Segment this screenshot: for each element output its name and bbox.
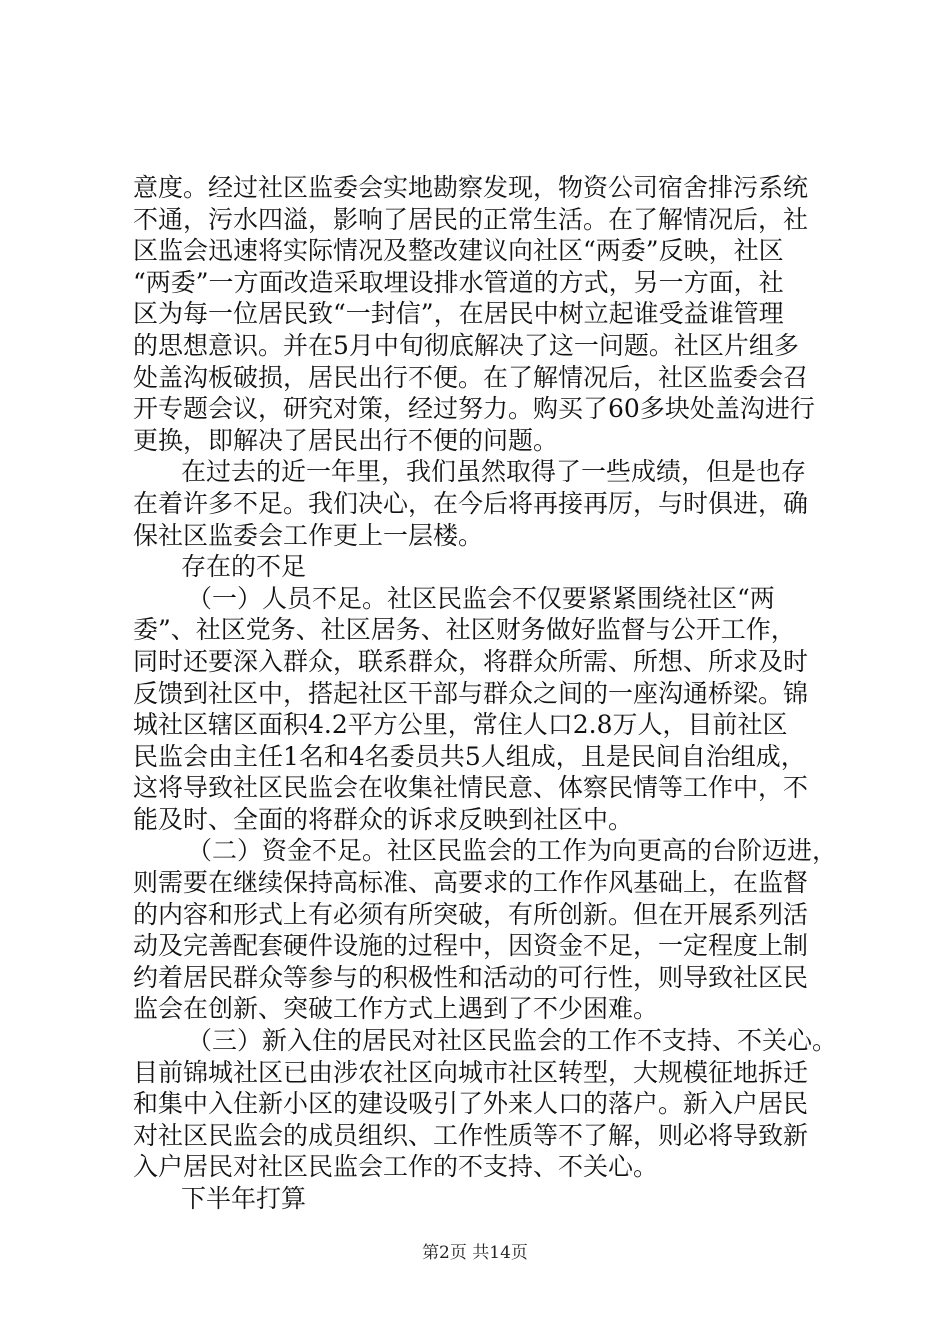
text-line: 反馈到社区中，搭起社区干部与群众之间的一座沟通桥梁。锦 [133, 678, 809, 708]
text-line: 能及时、全面的将群众的诉求反映到社区中。 [133, 804, 634, 834]
text-line: 同时还要深入群众，联系群众，将群众所需、所想、所求及时 [133, 646, 809, 676]
text-line: 区为每一位居民致“一封信”，在居民中树立起谁受益谁管理 [133, 299, 784, 329]
text-line: 开专题会议，研究对策，经过努力。购买了60多块处盖沟进行 [133, 394, 815, 424]
text-line: 不通，污水四溢，影响了居民的正常生活。在了解情况后，社 [133, 204, 809, 234]
text-line: 存在的不足 [181, 552, 307, 582]
text-line: 区监会迅速将实际情况及整改建议向社区“两委”反映，社区 [133, 236, 784, 266]
text-line: 在过去的近一年里，我们虽然取得了一些成绩，但是也存 [181, 457, 807, 487]
text-line: 的思想意识。并在5月中旬彻底解决了这一问题。社区片组多 [133, 330, 799, 360]
text-line: “两委”一方面改造采取埋设排水管道的方式，另一方面，社 [133, 267, 784, 297]
text-line: 动及完善配套硬件设施的过程中，因资金不足，一定程度上制 [133, 931, 809, 961]
text-line: 城社区辖区面积4.2平方公里，常住人口2.8万人，目前社区 [133, 710, 788, 740]
text-line: 这将导致社区民监会在收集社情民意、体察民情等工作中，不 [133, 773, 809, 803]
text-line: 的内容和形式上有必须有所突破，有所创新。但在开展系列活 [133, 899, 809, 929]
text-line: （三）新入住的居民对社区民监会的工作不支持、不关心。 [187, 1026, 838, 1056]
text-line: （二）资金不足。社区民监会的工作为向更高的台阶迈进， [187, 836, 838, 866]
text-line: （一）人员不足。社区民监会不仅要紧紧围绕社区“两 [187, 583, 775, 613]
text-line: 下半年打算 [181, 1184, 307, 1213]
text-line: 处盖沟板破损，居民出行不便。在了解情况后，社区监委会召 [133, 362, 809, 392]
text-line: 在着许多不足。我们决心，在今后将再接再厉，与时俱进，确 [133, 488, 809, 518]
text-line: 则需要在继续保持高标准、高要求的工作作风基础上，在监督 [133, 868, 809, 898]
page-number-footer: 第2页 共14页 [422, 1243, 528, 1263]
text-line: 保社区监委会工作更上一层楼。 [133, 520, 484, 550]
text-line: 和集中入住新小区的建设吸引了外来人口的落户。新入户居民 [133, 1089, 809, 1119]
text-line: 约着居民群众等参与的积极性和活动的可行性，则导致社区民 [133, 962, 809, 992]
text-line: 监会在创新、突破工作方式上遇到了不少困难。 [133, 994, 659, 1024]
text-line: 对社区民监会的成员组织、工作性质等不了解，则必将导致新 [133, 1120, 809, 1150]
text-line: 入户居民对社区民监会工作的不支持、不关心。 [133, 1152, 659, 1182]
document-body [133, 172, 853, 1215]
text-line: 民监会由主任1名和4名委员共5人组成，且是民间自治组成， [133, 741, 806, 771]
text-line: 委”、社区党务、社区居务、社区财务做好监督与公开工作， [133, 615, 796, 645]
text-line: 更换，即解决了居民出行不便的问题。 [133, 425, 559, 455]
text-line: 目前锦城社区已由涉农社区向城市社区转型，大规模征地拆迁 [133, 1057, 809, 1087]
text-line: 意度。经过社区监委会实地勘察发现，物资公司宿舍排污系统 [133, 173, 809, 202]
